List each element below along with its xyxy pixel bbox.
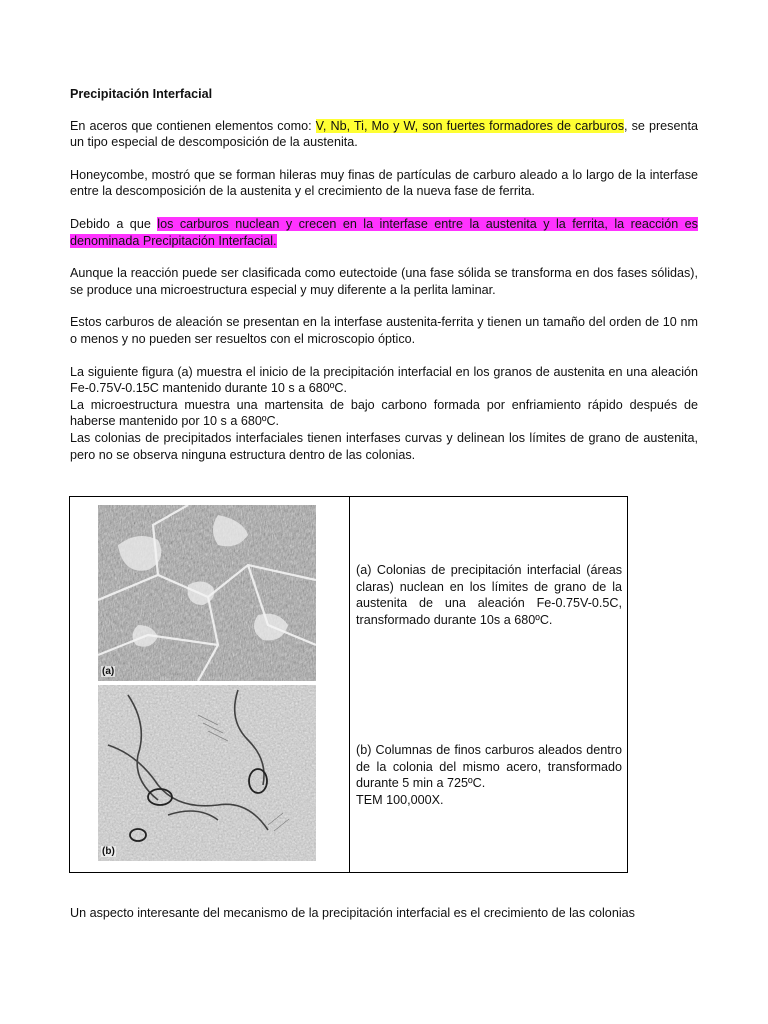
figure-label-b: (b) [102,846,115,857]
document-title: Precipitación Interfacial [70,87,213,101]
paragraph-last: Un aspecto interesante del mecanismo de la precipitación interfacial es el crecimiento de las colonias [70,906,635,920]
micrograph-b-image [98,685,316,861]
figure-table [69,496,628,873]
paragraph-3-start: Debido a que [70,216,158,231]
paragraph-6: La siguiente figura (a) muestra el inicio de la precipitación interfacial en los granos de austenita en una aleación Fe-0.75V-0.15C mantenido durante 10 s a 680ºC. [70,364,698,396]
paragraph-5: Estos carburos de aleación se presentan en la interfase austenita-ferrita y tienen un tamaño del orden de 10 nm o menos y no pueden ser resueltos con el microscopio óptico. [70,315,698,346]
paragraph-8: Las colonias de precipitados interfaciales tienen interfases curvas y delinean los límites de grano de austenita, pero no se observa ninguna estructura dentro de las colonias. [70,430,698,462]
paragraph-3 [70,216,698,249]
caption-b-magnification: TEM 100,000X. [356,792,444,807]
paragraph-4: Aunque la reacción puede ser clasificada como eutectoide (una fase sólida se transforma en dos fases sólidas), se produce una microestructura especial y muy diferente a la perlita laminar. [70,266,698,297]
paragraph-1-start: En aceros que contienen elementos como: [70,118,316,133]
yellow-highlight: V, Nb, Ti, Mo y W, son fuertes formadores de carburos [315,118,625,133]
caption-a: (a) Colonias de precipitación interfacial (áreas claras) nuclean en los límites de grano de la austenita de una aleación Fe-0.75V-0.5C, transformado durante 10s a 680ºC. [356,563,622,627]
paragraph-1-end: , se presenta un tipo especial de descomposición de la austenita. [70,118,698,150]
magenta-highlight: los carburos nuclean y crecen en la interfase entre la austenita y la ferrita, la reacción es denominada Precipitación Interfacial. [70,216,698,248]
figure-captions-cell [350,497,627,872]
paragraph-1 [70,118,698,151]
paragraph-2: Honeycombe, mostró que se forman hileras muy finas de partículas de carburo aleado a lo largo de la interfase entre la descomposición de la austenita y el crecimiento de la nueva fase de ferrita. [70,167,698,199]
paragraph-7: La microestructura muestra una martensita de bajo carbono formada por enfriamiento rápido después de haberse mantenido por 10 s a 680ºC. [70,397,698,429]
micrograph-a-image [98,505,316,681]
figure-label-a: (a) [102,666,115,677]
document-body [70,86,698,463]
caption-b-block [356,742,622,808]
caption-b: (b) Columnas de finos carburos aleados dentro de la colonia del mismo acero, transformado durante 5 min a 725ºC. [356,743,622,791]
figure-images-cell [70,497,350,872]
